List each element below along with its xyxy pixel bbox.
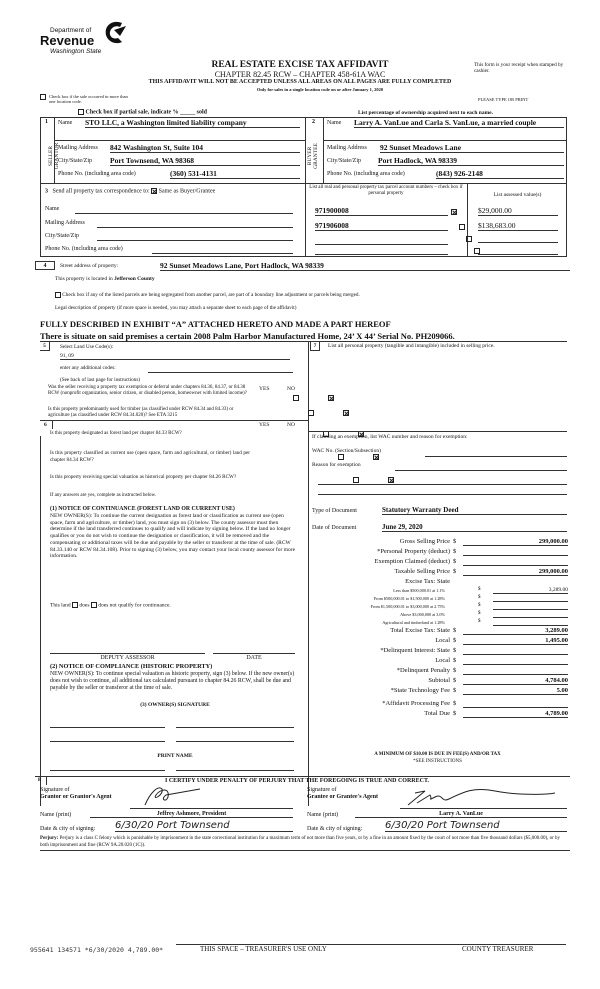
buyer-mailing[interactable]: 92 Sunset Meadows Lane xyxy=(380,143,564,153)
form-title: REAL ESTATE EXCISE TAX AFFIDAVIT xyxy=(211,60,389,70)
form-subtitle: CHAPTER 82.45 RCW – CHAPTER 458-61A WAC xyxy=(214,70,386,79)
exemption-deduct-label: Exemption Claimed (deduct) xyxy=(374,558,450,565)
exemption-label: If claiming an exemption, list WAC number and reason for exemption: xyxy=(312,434,468,440)
dor-swirl-icon xyxy=(100,20,130,46)
tier-label: From $1,500,000.01 to $3,000,000 at 2.75% xyxy=(370,604,445,609)
corr-name-field[interactable] xyxy=(75,213,293,214)
county-row xyxy=(55,276,155,282)
currency-symbol: $ xyxy=(478,611,481,616)
s6-yes-header: YES xyxy=(259,422,270,428)
corr-name-label: Name xyxy=(45,206,60,212)
tier-label: Above $3,000,000 at 3.0% xyxy=(400,612,445,617)
corr-mailing-field[interactable] xyxy=(97,227,293,228)
certify-statement: I CERTIFY UNDER PENALTY OF PERJURY THAT THE FOREGOING IS TRUE AND CORRECT. xyxy=(165,778,430,784)
delinq-state-label: *Delinquent Interest: State xyxy=(380,647,450,654)
seller-name-label: Name xyxy=(58,120,73,126)
currency-symbol: $ xyxy=(453,548,457,555)
parcel-number[interactable]: 971906008 xyxy=(315,221,448,231)
reason-field-3[interactable] xyxy=(318,494,567,495)
tier-label: From $500,000.01 to $1,500,000 at 1.28% xyxy=(373,596,445,601)
tier-value[interactable] xyxy=(493,603,568,610)
buyer-city[interactable]: Port Hadlock, WA 98339 xyxy=(378,156,564,166)
s6-q3: Is this property receiving special valuation as historical property per chapter 84.26 RCW? xyxy=(50,474,237,480)
total-state-label: Total Excise Tax: State xyxy=(390,627,450,634)
logo-line3: Washington State xyxy=(50,48,102,55)
s6-q2-no-checkbox[interactable] xyxy=(373,454,379,460)
grantee-signature xyxy=(405,785,555,809)
owner-sig-label: (3) OWNER(S) SIGNATURE xyxy=(140,702,210,708)
grantor-sig-label2: Grantor or Grantor's Agent xyxy=(40,794,112,800)
doc-type[interactable]: Statutory Warranty Deed xyxy=(382,506,567,515)
grantee-sig-label1: Signature of xyxy=(307,787,337,793)
currency-symbol: $ xyxy=(453,647,457,654)
parcel-value-empty[interactable] xyxy=(478,242,558,243)
property-street[interactable]: 92 Sunset Meadows Lane, Port Hadlock, WA 98339 xyxy=(160,261,570,271)
legal-desc-line2[interactable]: There is situate on said premises a certain 2008 Palm Harbor Manufactured Home, 24’ X 44’ Serial No. PH209066. xyxy=(40,331,455,341)
owner-sig-line[interactable] xyxy=(50,727,165,728)
delinq-local-value[interactable] xyxy=(463,657,568,665)
minimum-note: A MINIMUM OF $10.00 IS DUE IN FEE(S) AND/OR TAX xyxy=(374,752,501,757)
print-name-label: PRINT NAME xyxy=(157,753,193,759)
section-8-no: 8 xyxy=(38,777,41,783)
excise-header: Excise Tax: State xyxy=(405,578,450,585)
s6-q3-yes-checkbox[interactable] xyxy=(353,477,359,483)
grantee-name[interactable]: Larry A. VanLue xyxy=(355,811,567,818)
local-label: Local xyxy=(435,637,450,644)
tier-value[interactable] xyxy=(493,595,568,602)
s6-q1: Is this property designated as forest land per chapter 84.33 RCW? xyxy=(50,431,182,436)
delinq-local-label: Local xyxy=(435,657,450,664)
correspondence-row xyxy=(45,188,215,194)
currency-symbol: $ xyxy=(453,558,457,565)
parcel-personal-checkbox[interactable] xyxy=(451,209,457,215)
taxable-value[interactable]: 299,000.00 xyxy=(463,568,568,576)
section-5-no: 5 xyxy=(40,342,50,351)
corr-phone-label: Phone No. (including area code) xyxy=(45,246,123,252)
s6-q2: Is this property classified as current use (open space, farm and agricultural, or timber) land per chapter 84.34 RCW? xyxy=(50,450,250,463)
buyer-mailing-label: Mailing Address xyxy=(327,145,367,151)
buyer-city-label: City/State/Zip xyxy=(327,158,361,164)
seller-city[interactable]: Port Townsend, WA 98368 xyxy=(110,156,300,166)
s6-no-header: NO xyxy=(287,422,295,428)
reason-field-2[interactable] xyxy=(318,484,567,485)
no-header: NO xyxy=(287,386,295,392)
cashier-stamp: 955641 134571 *6/30/2020 4,789.00* xyxy=(30,946,164,954)
reason-label: Reason for exemption xyxy=(312,462,361,468)
correspondence-section-no: 3 xyxy=(45,188,48,195)
additional-codes-field[interactable] xyxy=(148,372,293,373)
land-use-codes[interactable]: 91, 09 xyxy=(60,353,290,360)
grantee-name-label: Name (print) xyxy=(307,812,339,818)
partial-sale-label: Check box if partial sale, indicate % _____ sold xyxy=(85,109,208,116)
county-treasurer-label: COUNTY TREASURER xyxy=(462,945,534,953)
tier-value[interactable] xyxy=(493,619,568,626)
notice2-title: (2) NOTICE OF COMPLIANCE (HISTORIC PROPERTY) xyxy=(50,663,213,670)
section-7-no: 7 xyxy=(310,342,320,351)
assessed-value-header: List assessed value(s) xyxy=(493,192,542,198)
buyer-phone-label: Phone No. (including area code) xyxy=(327,171,405,177)
land-use-q1: Was the seller receiving a property tax exemption or deferral under chapters 84.36, 84.37, or 84.38 RCW (nonprofit organization, senior citizen, or disabled person, homeowner with limited income)? xyxy=(48,385,247,396)
legal-desc-line1[interactable]: FULLY DESCRIBED IN EXHIBIT “A” ATTACHED HERETO AND MADE A PART HEREOF xyxy=(40,319,391,329)
delinq-penalty-label: *Delinquent Penalty xyxy=(396,667,450,674)
dor-logo xyxy=(40,24,130,54)
correspondence-label: Send all property tax correspondence to: xyxy=(52,188,150,195)
ownership-note: List percentage of ownership acquired next to each name. xyxy=(358,110,493,116)
subtotal-value[interactable]: 4,784.00 xyxy=(463,677,568,685)
gross-label: Gross Selling Price xyxy=(399,538,450,545)
additional-codes-label: enter any additional codes: xyxy=(60,365,116,371)
treasurer-space-label: THIS SPACE – TREASURER'S USE ONLY xyxy=(200,945,327,953)
grantor-name-label: Name (print) xyxy=(40,812,72,818)
seller-phone[interactable]: (360) 531-4131 xyxy=(170,169,300,179)
grantee-sig-label xyxy=(307,787,378,801)
wac-field[interactable] xyxy=(425,456,567,457)
currency-symbol: $ xyxy=(453,627,457,634)
currency-symbol: $ xyxy=(453,667,457,674)
parcels-header: List all real and personal property tax parcel account numbers – check box if personal property xyxy=(309,185,463,196)
same-as-buyer-label: Same as Buyer/Grantee xyxy=(158,188,216,195)
wac-label: WAC No. (Section/Subsection) xyxy=(312,448,381,454)
currency-symbol: $ xyxy=(478,587,481,592)
notice2-body: NEW OWNER(S): To continue special valuation as historic property, sign (3) below. If the new owner(s) does not wish to continue, all additional tax calculated pursuant to chapter 84.26 RCW, shall be due and payable by the seller or transferor at the time of sale. xyxy=(50,671,295,691)
currency-symbol: $ xyxy=(478,603,481,608)
legal-desc-label: Legal description of property (if more space is needed, you may attach a separate sheet to each page of the affidavit) xyxy=(55,305,297,311)
delinq-state-value[interactable] xyxy=(463,647,568,655)
tier-value[interactable] xyxy=(493,611,568,618)
tech-fee-value[interactable]: 5.00 xyxy=(463,687,568,695)
buyer-name[interactable]: Larry A. VanLue and Carla S. VanLue, a married couple xyxy=(354,118,564,128)
parcel-number-empty[interactable] xyxy=(315,254,448,255)
segregated-checkbox[interactable] xyxy=(55,292,61,298)
seller-mailing[interactable]: 842 Washington St, Suite 104 xyxy=(110,143,300,153)
deputy-assessor-label: DEPUTY ASSESSOR xyxy=(100,655,155,661)
deputy-date-label: DATE xyxy=(246,655,262,661)
taxable-label: Taxable Selling Price xyxy=(394,568,450,575)
personal-property-label: List all personal property (tangible and intangible) included in selling price. xyxy=(328,343,495,349)
grantor-date-label: Date & city of signing: xyxy=(40,826,96,832)
doc-date[interactable]: June 29, 2020 xyxy=(382,523,567,532)
seller-city-label: City/State/Zip xyxy=(58,158,92,164)
total-state-value[interactable]: 3,289.00 xyxy=(463,627,568,635)
seller-phone-label: Phone No. (including area code) xyxy=(58,171,136,177)
land-use-label: Select Land Use Code(s): xyxy=(60,344,114,350)
seller-side-label: SELLER GRANTOR xyxy=(48,142,60,170)
yes-header: YES xyxy=(259,386,270,392)
currency-symbol: $ xyxy=(453,700,457,707)
grantor-signature xyxy=(140,783,220,809)
currency-symbol: $ xyxy=(453,637,457,644)
logo-line2: Revenue xyxy=(40,33,95,48)
not-qualifies-checkbox[interactable] xyxy=(91,602,97,608)
seller-name[interactable]: STO LLC, a Washington limited liability company xyxy=(85,118,300,128)
segregated-row xyxy=(55,292,360,298)
q2-yes-checkbox[interactable] xyxy=(308,410,314,416)
this-land-label: This land xyxy=(50,602,71,609)
county-prefix: This property is located in xyxy=(55,276,113,282)
doc-date-label: Date of Document xyxy=(312,525,357,531)
partial-sale-checkbox[interactable] xyxy=(78,109,84,115)
owner-sig-line2[interactable] xyxy=(176,727,294,728)
grantee-date-city[interactable]: 6/30/20 Port Townsend xyxy=(385,820,567,832)
parties-box xyxy=(40,117,567,257)
subtotal-label: Subtotal xyxy=(428,677,450,684)
reason-field[interactable] xyxy=(395,470,567,471)
segregated-label: Check box if any of the listed parcels are being segregated from another parcel, are part of a boundary line adjustment or parcels being merged. xyxy=(62,292,360,299)
currency-symbol: $ xyxy=(453,568,457,575)
currency-symbol: $ xyxy=(453,687,457,694)
only-for-note: Only for sales in a single location code on or after January 1, 2020 xyxy=(256,87,384,92)
grantor-sig-label1: Signature of xyxy=(40,787,70,793)
delinq-penalty-value[interactable] xyxy=(463,667,568,675)
instructions-note: (See back of last page for instructions) xyxy=(60,377,141,383)
deputy-assessor-line[interactable] xyxy=(50,653,205,654)
tier-value[interactable]: 3,289.00 xyxy=(493,587,568,594)
corr-city-label: City/State/Zip xyxy=(45,233,79,239)
buyer-side-label: BUYER GRANTEE xyxy=(307,143,319,169)
property-county: Jefferson County xyxy=(114,276,155,282)
multi-location-checkbox[interactable] xyxy=(40,94,46,100)
total-due-value[interactable]: 4,789.00 xyxy=(463,710,568,718)
if-yes-note: If any answers are yes, complete as instructed below. xyxy=(50,493,157,498)
section-6-no: 6 xyxy=(44,422,47,428)
parcel-personal-checkbox[interactable] xyxy=(459,224,465,230)
corr-mailing-label: Mailing Address xyxy=(45,220,85,226)
personal-deduct-value[interactable] xyxy=(463,548,568,556)
see-instructions: *SEE INSTRUCTIONS xyxy=(413,759,462,764)
total-due-label: Total Due xyxy=(424,710,450,717)
buyer-name-label: Name xyxy=(327,120,342,126)
seller-mailing-label: Mailing Address xyxy=(58,145,98,151)
parcel-value[interactable]: $138,683.00 xyxy=(478,221,558,231)
street-label: Street address of property: xyxy=(60,263,119,269)
grantor-name[interactable]: Jeffrey Ashmore, President xyxy=(90,811,293,818)
perjury-text: Perjury is a class C felony which is punishable by imprisonment in the state correctional institution for a maximum term of not more than five years, or by a fine in an amount fixed by the court of not more than five thousand dollars ($5,000.00), or by both imprisonment and fine (RCW 9A.20.020 (1C)). xyxy=(40,836,561,848)
corr-phone-field[interactable] xyxy=(152,253,293,254)
parcel-number-empty[interactable] xyxy=(315,244,448,245)
section-4-no: 4 xyxy=(35,261,55,270)
this-land-row xyxy=(50,602,171,608)
partial-sale-row xyxy=(78,109,207,115)
q1-yes-checkbox[interactable] xyxy=(293,395,299,401)
form-warning: THIS AFFIDAVIT WILL NOT BE ACCEPTED UNLESS ALL AREAS ON ALL PAGES ARE FULLY COMPLETED xyxy=(148,79,452,85)
currency-symbol: $ xyxy=(453,710,457,717)
doc-type-label: Type of Document xyxy=(312,508,357,514)
currency-symbol: $ xyxy=(453,538,457,545)
notice1-title: (1) NOTICE OF CONTINUANCE (FOREST LAND OR CURRENT USE) xyxy=(50,506,235,512)
corr-city-field[interactable] xyxy=(97,240,293,241)
local-value[interactable]: 1,495.00 xyxy=(463,637,568,645)
parcel-number[interactable]: 971900008 xyxy=(315,206,448,216)
perjury-notice xyxy=(40,836,570,851)
same-as-buyer-checkbox[interactable] xyxy=(151,188,157,194)
buyer-phone[interactable]: (843) 926-2148 xyxy=(436,169,564,179)
q1-no-checkbox[interactable] xyxy=(328,395,334,401)
land-use-q2: Is this property predominantly used for timber (as classified under RCW 84.34 and 84.33) or agriculture (as classified under RCW 84.34.020)? See ETA 3215 xyxy=(48,407,234,418)
multi-location-row xyxy=(40,94,130,104)
grantor-date-city[interactable]: 6/30/20 Port Townsend xyxy=(115,820,293,832)
parcel-value-empty[interactable] xyxy=(478,254,558,255)
logo-line1: Department of xyxy=(50,27,92,34)
s6-q3-no-checkbox[interactable] xyxy=(388,477,394,483)
deputy-date-line[interactable] xyxy=(213,653,295,654)
perjury-label: Perjury: xyxy=(40,836,59,841)
affidavit-fee-label: *Affidavit Processing Fee xyxy=(382,700,450,707)
receipt-note: This form is your receipt when stamped by cashier. xyxy=(474,62,564,74)
exemption-deduct-value[interactable] xyxy=(463,558,568,566)
multi-location-label: Check box if the sale occurred in more than one location code. xyxy=(49,94,128,104)
currency-symbol: $ xyxy=(478,595,481,600)
buyer-section-no: 2 xyxy=(312,119,315,125)
qualifies-checkbox[interactable] xyxy=(72,602,78,608)
does-not-label: does not qualify for continuance. xyxy=(98,602,171,609)
tier-label: Agricultural and timberland at 1.28% xyxy=(382,620,445,625)
parcel-value[interactable]: $29,000.00 xyxy=(478,206,558,216)
currency-symbol: $ xyxy=(453,677,457,684)
parcel-personal-checkbox[interactable] xyxy=(466,236,472,242)
tier-label: Less than $500,000.01 at 1.1% xyxy=(393,588,445,593)
please-type: PLEASE TYPE OR PRINT xyxy=(478,97,529,102)
grantee-date-label: Date & city of signing: xyxy=(307,826,363,832)
notice1-body: NEW OWNER(S): To continue the current designation as forest land or classification as current use (open space, farm and agriculture, or timber) land, you must sign on (3) below. The county assessor must then determine if the land transferred continues to qualify and will indicate by signing below. If the land no longer qualifies or you do not wish to continue the designation or classification, it will be removed and the compensating or additional taxes will be due and payable by the seller or transferor at the time of sale. (RCW 84.33.140 or RCW 84.34.108). Prior to signing (3) below, you may contact your local county assessor for more information. xyxy=(50,513,296,560)
q2-no-checkbox[interactable] xyxy=(343,410,349,416)
affidavit-fee-value[interactable] xyxy=(463,700,568,708)
currency-symbol: $ xyxy=(478,619,481,624)
currency-symbol: $ xyxy=(453,657,457,664)
print-name-line[interactable] xyxy=(50,741,165,742)
grantee-sig-label2: Grantee or Grantee's Agent xyxy=(307,794,379,800)
personal-deduct-label: *Personal Property (deduct) xyxy=(377,548,450,555)
does-label: does xyxy=(79,602,90,609)
grantor-sig-label xyxy=(40,787,112,801)
gross-value[interactable]: 299,000.00 xyxy=(463,538,568,546)
tech-fee-label: *State Technology Fee xyxy=(390,687,450,694)
s6-q2-yes-checkbox[interactable] xyxy=(338,454,344,460)
seller-section-no: 1 xyxy=(45,119,48,125)
print-name-line2[interactable] xyxy=(176,741,294,742)
